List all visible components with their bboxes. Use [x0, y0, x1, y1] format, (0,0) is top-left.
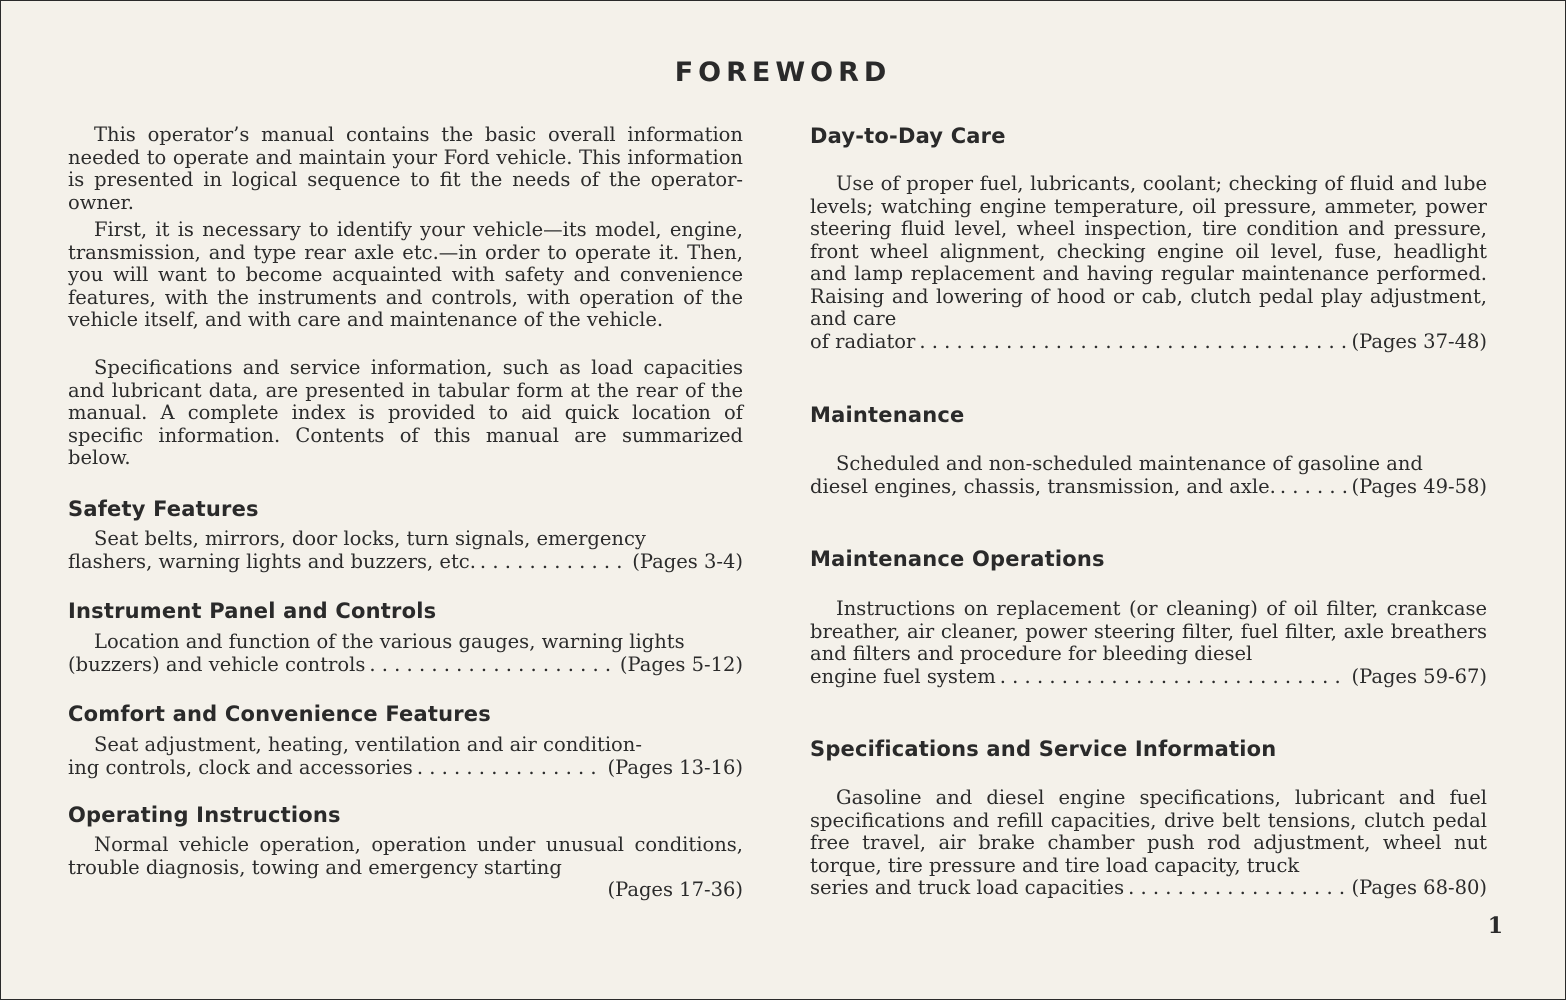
section-last-text: (buzzers) and vehicle controls	[68, 652, 366, 676]
section-heading-comfort: Comfort and Convenience Features	[68, 702, 491, 726]
section-heading-day-to-day: Day-to-Day Care	[810, 124, 1006, 148]
section-entry-maintenance	[810, 453, 1487, 498]
intro-paragraph-2: First, it is necessary to identify your vehicle—its model, engine, transmission, and type rear axle etc.—in order to operate it. Then, you will want to become acquainted with safety and convenience features, with the instruments and controls, with operation of the vehicle itself, and with care and maintenance of the vehicle.	[68, 218, 743, 331]
section-last-text: engine fuel system	[810, 664, 996, 688]
section-pages: (Pages 17-36)	[607, 878, 743, 901]
section-last-line	[810, 476, 1487, 499]
section-last-text: series and truck load capacities	[810, 876, 1125, 899]
section-body: Seat belts, mirrors, door locks, turn signals, emergency	[94, 527, 646, 550]
section-pages: (Pages 5-12)	[619, 652, 743, 676]
section-pages: (Pages 37-48)	[1351, 329, 1487, 353]
section-last-line	[810, 666, 1487, 689]
section-pages: (Pages 49-58)	[1351, 474, 1487, 498]
section-entry-maintenance-operations	[810, 598, 1487, 688]
intro-paragraph-1: This operator’s manual contains the basic overall information needed to operate and maintain your Ford vehicle. This information is presented in logical sequence to fit the needs of the operator-owner.	[68, 123, 743, 214]
section-last-line	[68, 654, 743, 677]
section-entry-instrument-panel	[68, 631, 743, 676]
section-body: Seat adjustment, heating, ventilation and air condition-	[94, 733, 642, 756]
section-last-text: ing controls, clock and accessories	[68, 755, 413, 779]
section-body: Use of proper fuel, lubricants, coolant; checking of fluid and lube levels; watching engine temperature, oil pressure, ammeter, power steering fluid level, wheel inspection, tire condition and pressure, front wheel alignment, checking engine oil level, fuse, headlight and lamp replacement and having regular maintenance performed. Raising and lowering of hood or cab, clutch pedal play adjustment, and care	[810, 172, 1487, 330]
section-entry-comfort	[68, 734, 743, 779]
section-body: Normal vehicle operation, operation under unusual conditions, trouble diagnosis, towing and emergency starting	[68, 833, 743, 879]
leader-dots	[480, 551, 628, 574]
section-pages: (Pages 3-4)	[632, 549, 743, 573]
section-entry-day-to-day	[810, 173, 1487, 353]
section-heading-maintenance-operations: Maintenance Operations	[810, 547, 1105, 571]
section-heading-instrument-panel: Instrument Panel and Controls	[68, 599, 437, 623]
intro-paragraph-3: Specifications and service information, such as load capacities and lubricant data, are presented in tabular form at the rear of the manual. A complete index is provided to aid quick location of specific information. Contents of this manual are summarized below.	[68, 356, 743, 469]
page-number: 1	[1487, 913, 1503, 939]
section-last-line	[68, 551, 743, 574]
section-body: Gasoline and diesel engine specifications, lubricant and fuel specifications and refill capacities, drive belt tensions, clutch pedal free travel, air brake chamber push rod adjustment, wheel nut torque, tire pressure and tire load capacity, truck	[810, 786, 1487, 877]
section-body: Instructions on replacement (or cleaning) of oil filter, crankcase breather, air cleaner, power steering filter, fuel filter, axle breathers and filters and procedure for bleeding diesel	[810, 597, 1487, 665]
section-entry-safety	[68, 528, 743, 573]
section-pages: (Pages 13-16)	[607, 755, 743, 779]
section-pages: (Pages 68-80)	[1351, 876, 1487, 899]
section-heading-specifications: Specifications and Service Information	[810, 737, 1277, 761]
section-entry-specifications	[810, 787, 1487, 900]
page-title: FOREWORD	[674, 57, 892, 88]
leader-dots	[919, 331, 1347, 354]
section-last-text: flashers, warning lights and buzzers, etc.	[68, 549, 476, 573]
leader-dots	[369, 654, 616, 677]
leader-dots	[1280, 476, 1348, 499]
section-last-text: diesel engines, chassis, transmission, and axle.	[810, 474, 1276, 498]
section-heading-safety: Safety Features	[68, 497, 259, 521]
section-heading-maintenance: Maintenance	[810, 403, 965, 427]
section-last-line	[810, 331, 1487, 354]
section-last-text: of radiator	[810, 329, 916, 353]
leader-dots	[1128, 877, 1347, 900]
section-last-line	[68, 757, 743, 780]
section-last-line	[810, 877, 1487, 900]
section-entry-operating	[68, 834, 743, 902]
leader-dots	[417, 757, 604, 780]
section-body: Location and function of the various gauges, warning lights	[94, 630, 685, 653]
section-pages: (Pages 59-67)	[1351, 664, 1487, 688]
section-heading-operating: Operating Instructions	[68, 803, 341, 827]
section-body: Scheduled and non-scheduled maintenance of gasoline and	[836, 452, 1423, 475]
leader-dots	[1000, 666, 1348, 689]
